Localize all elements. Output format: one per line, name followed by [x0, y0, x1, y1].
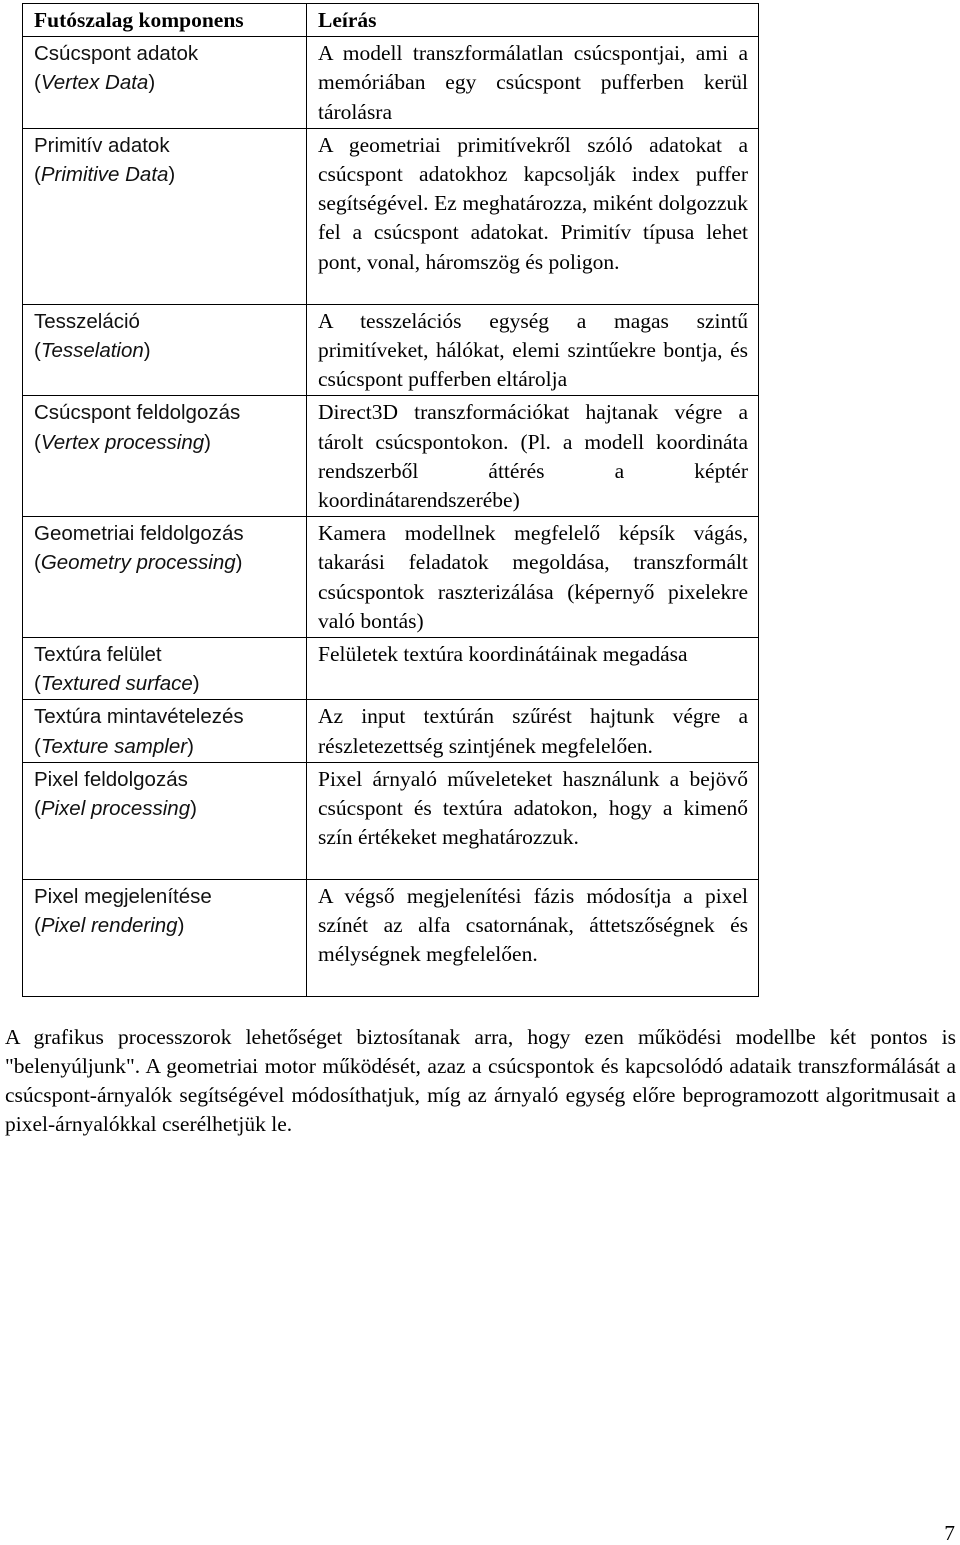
table-header-row	[23, 4, 759, 37]
component-name: Tesszeláció	[34, 309, 140, 333]
component-name: Pixel megjelenítése	[34, 884, 212, 908]
component-name-en: Primitive Data	[40, 163, 169, 187]
component-name-en: Pixel processing	[40, 797, 191, 821]
component-name: Csúcspont feldolgozás	[34, 401, 241, 425]
component-name-en: Tesselation	[40, 339, 144, 363]
component-cell: Primitív adatok (Primitive Data)	[23, 128, 307, 304]
table-row	[23, 304, 759, 396]
page-number: 7	[944, 1521, 955, 1545]
component-name-en: Texture sampler	[40, 734, 188, 758]
component-cell: Textúra felület (Textured surface)	[23, 638, 307, 700]
component-cell: Tesszeláció (Tesselation)	[23, 304, 307, 396]
body-paragraph: A grafikus processzorok lehetőséget biztosítanak arra, hogy ezen működési modellbe két pontos is "belenyúljunk". A geometriai motor működését, azaz a csúcspontok és kapcsolódó adataik transzformálását a csúcspont-árnyalók segítségével módosíthatjuk, míg az árnyaló egység előre beprogramozott algoritmusait a pixel-árnyalókkal cserélhetjük le.	[5, 1024, 956, 1137]
description-cell: Direct3D transzformációkat hajtanak végre a tárolt csúcspontokon. (Pl. a modell koordináta rendszerből áttérés a képtér koordinátarendszerébe)	[307, 396, 759, 517]
component-cell: Geometriai feldolgozás (Geometry processing)	[23, 517, 307, 638]
component-name: Pixel feldolgozás	[34, 767, 188, 791]
component-name: Textúra mintavételezés	[34, 705, 244, 729]
component-cell: Textúra mintavételezés (Texture sampler)	[23, 700, 307, 762]
description-cell: Felületek textúra koordinátáinak megadása	[307, 638, 759, 700]
component-cell: Csúcspont adatok (Vertex Data)	[23, 37, 307, 129]
description-cell: A modell transzformálatlan csúcspontjai, ami a memóriában egy csúcspont pufferben kerül tárolásra	[307, 37, 759, 129]
description-cell: A geometriai primitívekről szóló adatokat a csúcspont adatokhoz kapcsolják index puffer segítségével. Ez meghatározza, miként dolgozzuk fel a csúcspont adatokat. Primitív típusa lehet pont, vonal, háromszög és poligon.	[307, 128, 759, 304]
header-description: Leírás	[307, 4, 759, 37]
component-name-en: Vertex Data	[40, 71, 149, 95]
component-name-en: Vertex processing	[40, 430, 205, 454]
table-row	[23, 638, 759, 700]
table-row	[23, 37, 759, 129]
component-name: Geometriai feldolgozás	[34, 522, 244, 546]
component-cell: Pixel megjelenítése (Pixel rendering)	[23, 879, 307, 996]
description-cell: Pixel árnyaló műveleteket használunk a bejövő csúcspont és textúra adatokon, hogy a kimenő szín értékeket meghatározzuk.	[307, 762, 759, 879]
component-name-en: Pixel rendering	[40, 914, 178, 938]
description-cell: A végső megjelenítési fázis módosítja a pixel színét az alfa csatornának, áttetszőségnek és mélységnek megfelelően.	[307, 879, 759, 996]
component-name-en: Geometry processing	[40, 551, 236, 575]
table-row	[23, 128, 759, 304]
description-cell: Kamera modellnek megfelelő képsík vágás, takarási feladatok megoldása, transzformált csúcspontok raszterizálása (képernyő pixelekre való bontás)	[307, 517, 759, 638]
component-name-en: Textured surface	[40, 672, 193, 696]
component-name: Primitív adatok	[34, 133, 170, 157]
header-component: Futószalag komponens	[23, 4, 307, 37]
description-cell: A tesszelációs egység a magas szintű primitíveket, hálókat, elemi szintűekre bontja, és csúcspont pufferben eltárolja	[307, 304, 759, 396]
component-name: Csúcspont adatok	[34, 42, 199, 66]
table-row	[23, 517, 759, 638]
component-name: Textúra felület	[34, 643, 162, 667]
table-row	[23, 762, 759, 879]
table-row	[23, 700, 759, 762]
description-cell: Az input textúrán szűrést hajtunk végre a részletezettség szintjének megfelelően.	[307, 700, 759, 762]
table-row	[23, 396, 759, 517]
table-row	[23, 879, 759, 996]
pipeline-table	[22, 3, 759, 997]
component-cell: Pixel feldolgozás (Pixel processing)	[23, 762, 307, 879]
component-cell: Csúcspont feldolgozás (Vertex processing)	[23, 396, 307, 517]
